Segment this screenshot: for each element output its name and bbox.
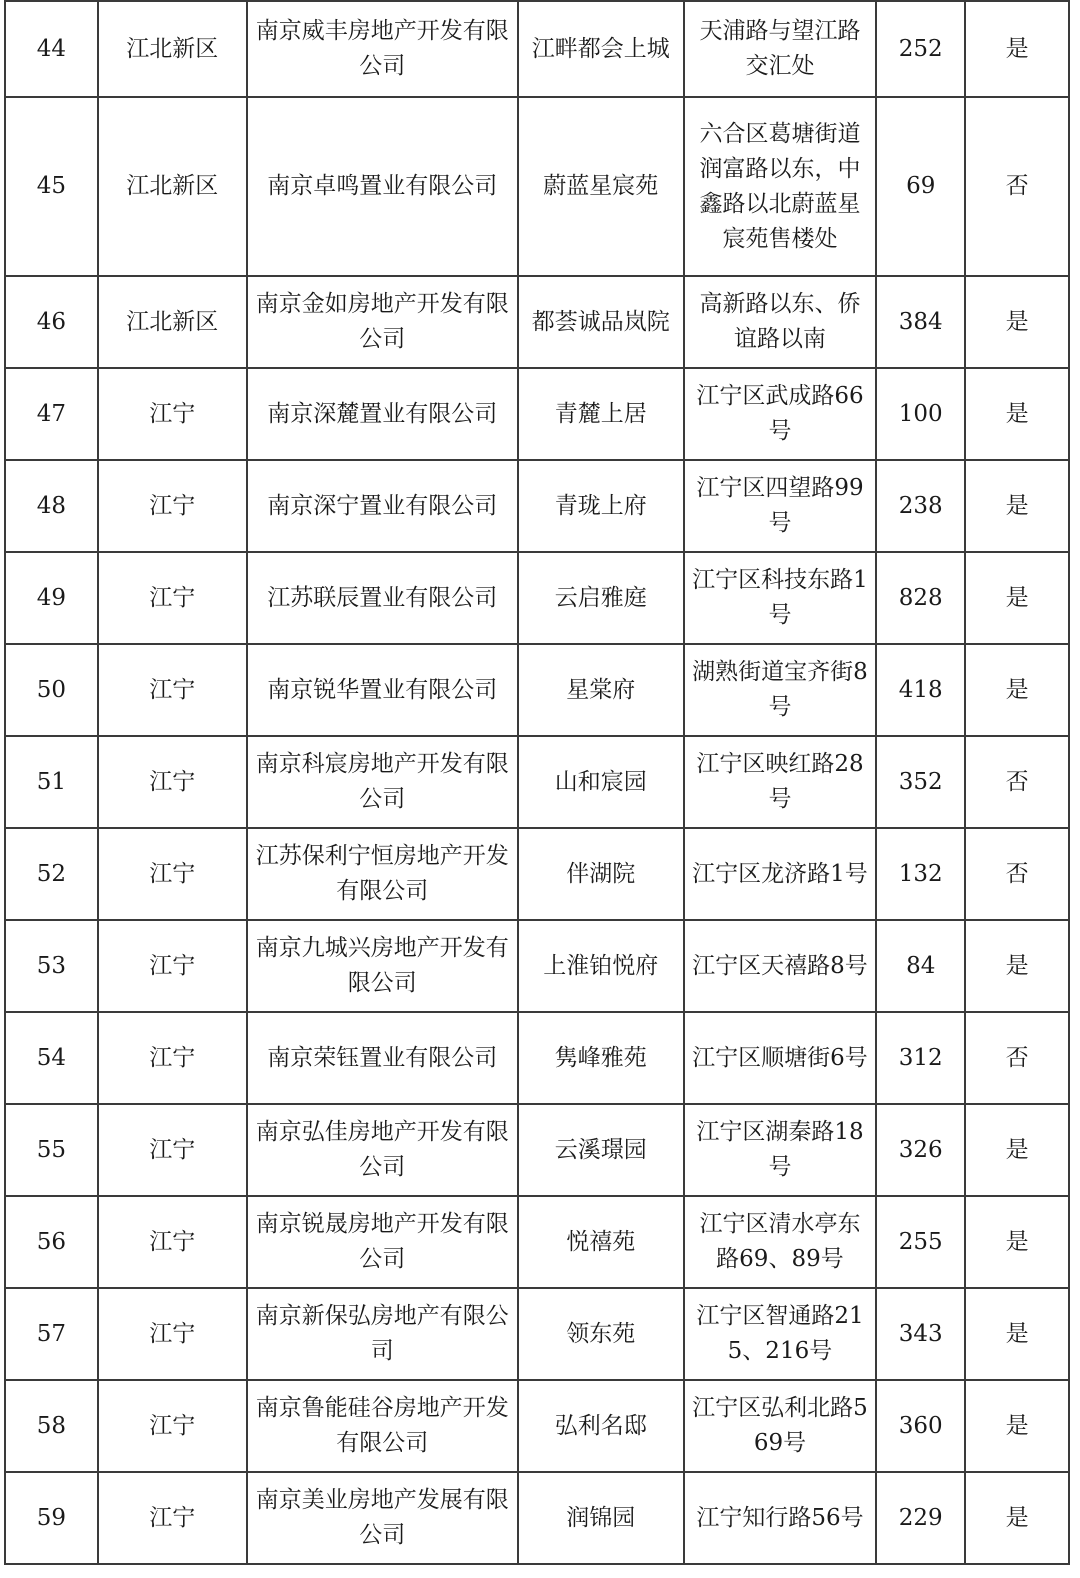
cell-units: 229 bbox=[876, 1472, 965, 1564]
cell-no: 50 bbox=[5, 644, 98, 736]
cell-district: 江宁 bbox=[98, 1012, 247, 1104]
cell-project: 蔚蓝星宸苑 bbox=[518, 97, 684, 276]
cell-flag: 是 bbox=[965, 460, 1069, 552]
cell-company: 南京美业房地产发展有限公司 bbox=[247, 1472, 518, 1564]
cell-units: 132 bbox=[876, 828, 965, 920]
cell-district: 江宁 bbox=[98, 644, 247, 736]
cell-no: 47 bbox=[5, 368, 98, 460]
cell-units: 384 bbox=[876, 276, 965, 368]
cell-company: 南京弘佳房地产开发有限公司 bbox=[247, 1104, 518, 1196]
table-row bbox=[5, 552, 1069, 644]
cell-company: 南京新保弘房地产有限公司 bbox=[247, 1288, 518, 1380]
cell-no: 49 bbox=[5, 552, 98, 644]
cell-flag: 否 bbox=[965, 828, 1069, 920]
cell-no: 58 bbox=[5, 1380, 98, 1472]
cell-district: 江宁 bbox=[98, 736, 247, 828]
cell-project: 山和宸园 bbox=[518, 736, 684, 828]
cell-company: 南京金如房地产开发有限公司 bbox=[247, 276, 518, 368]
cell-flag: 是 bbox=[965, 276, 1069, 368]
cell-project: 悦禧苑 bbox=[518, 1196, 684, 1288]
table-row bbox=[5, 1, 1069, 97]
cell-flag: 是 bbox=[965, 1472, 1069, 1564]
cell-address: 江宁区天禧路8号 bbox=[684, 920, 877, 1012]
cell-project: 伴湖院 bbox=[518, 828, 684, 920]
cell-units: 343 bbox=[876, 1288, 965, 1380]
cell-company: 南京深宁置业有限公司 bbox=[247, 460, 518, 552]
cell-address: 江宁区顺塘街6号 bbox=[684, 1012, 877, 1104]
cell-no: 44 bbox=[5, 1, 98, 97]
cell-project: 江畔都会上城 bbox=[518, 1, 684, 97]
cell-flag: 是 bbox=[965, 920, 1069, 1012]
cell-district: 江宁 bbox=[98, 1288, 247, 1380]
cell-address: 江宁区弘利北路569号 bbox=[684, 1380, 877, 1472]
cell-company: 南京深麓置业有限公司 bbox=[247, 368, 518, 460]
cell-flag: 是 bbox=[965, 1196, 1069, 1288]
cell-company: 南京锐华置业有限公司 bbox=[247, 644, 518, 736]
cell-district: 江宁 bbox=[98, 1104, 247, 1196]
cell-company: 南京卓鸣置业有限公司 bbox=[247, 97, 518, 276]
cell-company: 南京威丰房地产开发有限公司 bbox=[247, 1, 518, 97]
cell-project: 都荟诚品岚院 bbox=[518, 276, 684, 368]
cell-no: 55 bbox=[5, 1104, 98, 1196]
cell-flag: 是 bbox=[965, 1, 1069, 97]
table-row bbox=[5, 1380, 1069, 1472]
project-table bbox=[4, 0, 1070, 1565]
cell-flag: 是 bbox=[965, 1380, 1069, 1472]
cell-no: 57 bbox=[5, 1288, 98, 1380]
cell-flag: 是 bbox=[965, 1104, 1069, 1196]
cell-units: 312 bbox=[876, 1012, 965, 1104]
cell-flag: 否 bbox=[965, 1012, 1069, 1104]
cell-company: 南京锐晟房地产开发有限公司 bbox=[247, 1196, 518, 1288]
cell-no: 45 bbox=[5, 97, 98, 276]
cell-address: 高新路以东、侨谊路以南 bbox=[684, 276, 877, 368]
cell-units: 360 bbox=[876, 1380, 965, 1472]
cell-flag: 是 bbox=[965, 368, 1069, 460]
cell-flag: 是 bbox=[965, 644, 1069, 736]
cell-address: 江宁区清水亭东路69、89号 bbox=[684, 1196, 877, 1288]
cell-project: 领东苑 bbox=[518, 1288, 684, 1380]
cell-project: 润锦园 bbox=[518, 1472, 684, 1564]
cell-units: 252 bbox=[876, 1, 965, 97]
cell-units: 828 bbox=[876, 552, 965, 644]
cell-no: 52 bbox=[5, 828, 98, 920]
table-row bbox=[5, 828, 1069, 920]
cell-project: 青麓上居 bbox=[518, 368, 684, 460]
cell-project: 弘利名邸 bbox=[518, 1380, 684, 1472]
cell-flag: 否 bbox=[965, 97, 1069, 276]
cell-address: 江宁区智通路215、216号 bbox=[684, 1288, 877, 1380]
cell-units: 238 bbox=[876, 460, 965, 552]
cell-district: 江宁 bbox=[98, 828, 247, 920]
table-row bbox=[5, 1472, 1069, 1564]
cell-address: 江宁区龙济路1号 bbox=[684, 828, 877, 920]
table-row bbox=[5, 97, 1069, 276]
cell-no: 51 bbox=[5, 736, 98, 828]
cell-address: 江宁区科技东路1号 bbox=[684, 552, 877, 644]
cell-district: 江宁 bbox=[98, 1196, 247, 1288]
cell-district: 江宁 bbox=[98, 368, 247, 460]
cell-project: 隽峰雅苑 bbox=[518, 1012, 684, 1104]
cell-district: 江宁 bbox=[98, 1472, 247, 1564]
cell-project: 云启雅庭 bbox=[518, 552, 684, 644]
cell-project: 星棠府 bbox=[518, 644, 684, 736]
cell-units: 100 bbox=[876, 368, 965, 460]
cell-units: 84 bbox=[876, 920, 965, 1012]
table-row bbox=[5, 460, 1069, 552]
cell-units: 418 bbox=[876, 644, 965, 736]
cell-no: 54 bbox=[5, 1012, 98, 1104]
cell-company: 南京科宸房地产开发有限公司 bbox=[247, 736, 518, 828]
table-row bbox=[5, 1288, 1069, 1380]
table-row bbox=[5, 276, 1069, 368]
cell-address: 六合区葛塘街道润富路以东，中鑫路以北蔚蓝星宸苑售楼处 bbox=[684, 97, 877, 276]
cell-address: 江宁区映红路28号 bbox=[684, 736, 877, 828]
cell-company: 江苏联辰置业有限公司 bbox=[247, 552, 518, 644]
cell-district: 江宁 bbox=[98, 920, 247, 1012]
table-row bbox=[5, 1196, 1069, 1288]
cell-address: 江宁区湖秦路18号 bbox=[684, 1104, 877, 1196]
cell-flag: 是 bbox=[965, 1288, 1069, 1380]
cell-district: 江北新区 bbox=[98, 276, 247, 368]
cell-no: 53 bbox=[5, 920, 98, 1012]
cell-flag: 否 bbox=[965, 736, 1069, 828]
table-row bbox=[5, 368, 1069, 460]
table-row bbox=[5, 644, 1069, 736]
table-row bbox=[5, 920, 1069, 1012]
cell-company: 南京鲁能硅谷房地产开发有限公司 bbox=[247, 1380, 518, 1472]
cell-address: 江宁区四望路99号 bbox=[684, 460, 877, 552]
cell-no: 59 bbox=[5, 1472, 98, 1564]
cell-flag: 是 bbox=[965, 552, 1069, 644]
cell-company: 南京九城兴房地产开发有限公司 bbox=[247, 920, 518, 1012]
cell-project: 青珑上府 bbox=[518, 460, 684, 552]
table-row bbox=[5, 736, 1069, 828]
cell-company: 江苏保利宁恒房地产开发有限公司 bbox=[247, 828, 518, 920]
cell-units: 255 bbox=[876, 1196, 965, 1288]
cell-address: 天浦路与望江路交汇处 bbox=[684, 1, 877, 97]
cell-address: 江宁区武成路66号 bbox=[684, 368, 877, 460]
cell-district: 江北新区 bbox=[98, 97, 247, 276]
cell-district: 江宁 bbox=[98, 460, 247, 552]
cell-district: 江宁 bbox=[98, 1380, 247, 1472]
cell-units: 352 bbox=[876, 736, 965, 828]
cell-units: 326 bbox=[876, 1104, 965, 1196]
cell-address: 湖熟街道宝齐街8号 bbox=[684, 644, 877, 736]
table-row bbox=[5, 1012, 1069, 1104]
cell-district: 江宁 bbox=[98, 552, 247, 644]
cell-district: 江北新区 bbox=[98, 1, 247, 97]
cell-no: 56 bbox=[5, 1196, 98, 1288]
cell-address: 江宁知行路56号 bbox=[684, 1472, 877, 1564]
cell-no: 46 bbox=[5, 276, 98, 368]
cell-project: 上淮铂悦府 bbox=[518, 920, 684, 1012]
table-row bbox=[5, 1104, 1069, 1196]
cell-project: 云溪璟园 bbox=[518, 1104, 684, 1196]
cell-units: 69 bbox=[876, 97, 965, 276]
cell-no: 48 bbox=[5, 460, 98, 552]
cell-company: 南京荣钰置业有限公司 bbox=[247, 1012, 518, 1104]
